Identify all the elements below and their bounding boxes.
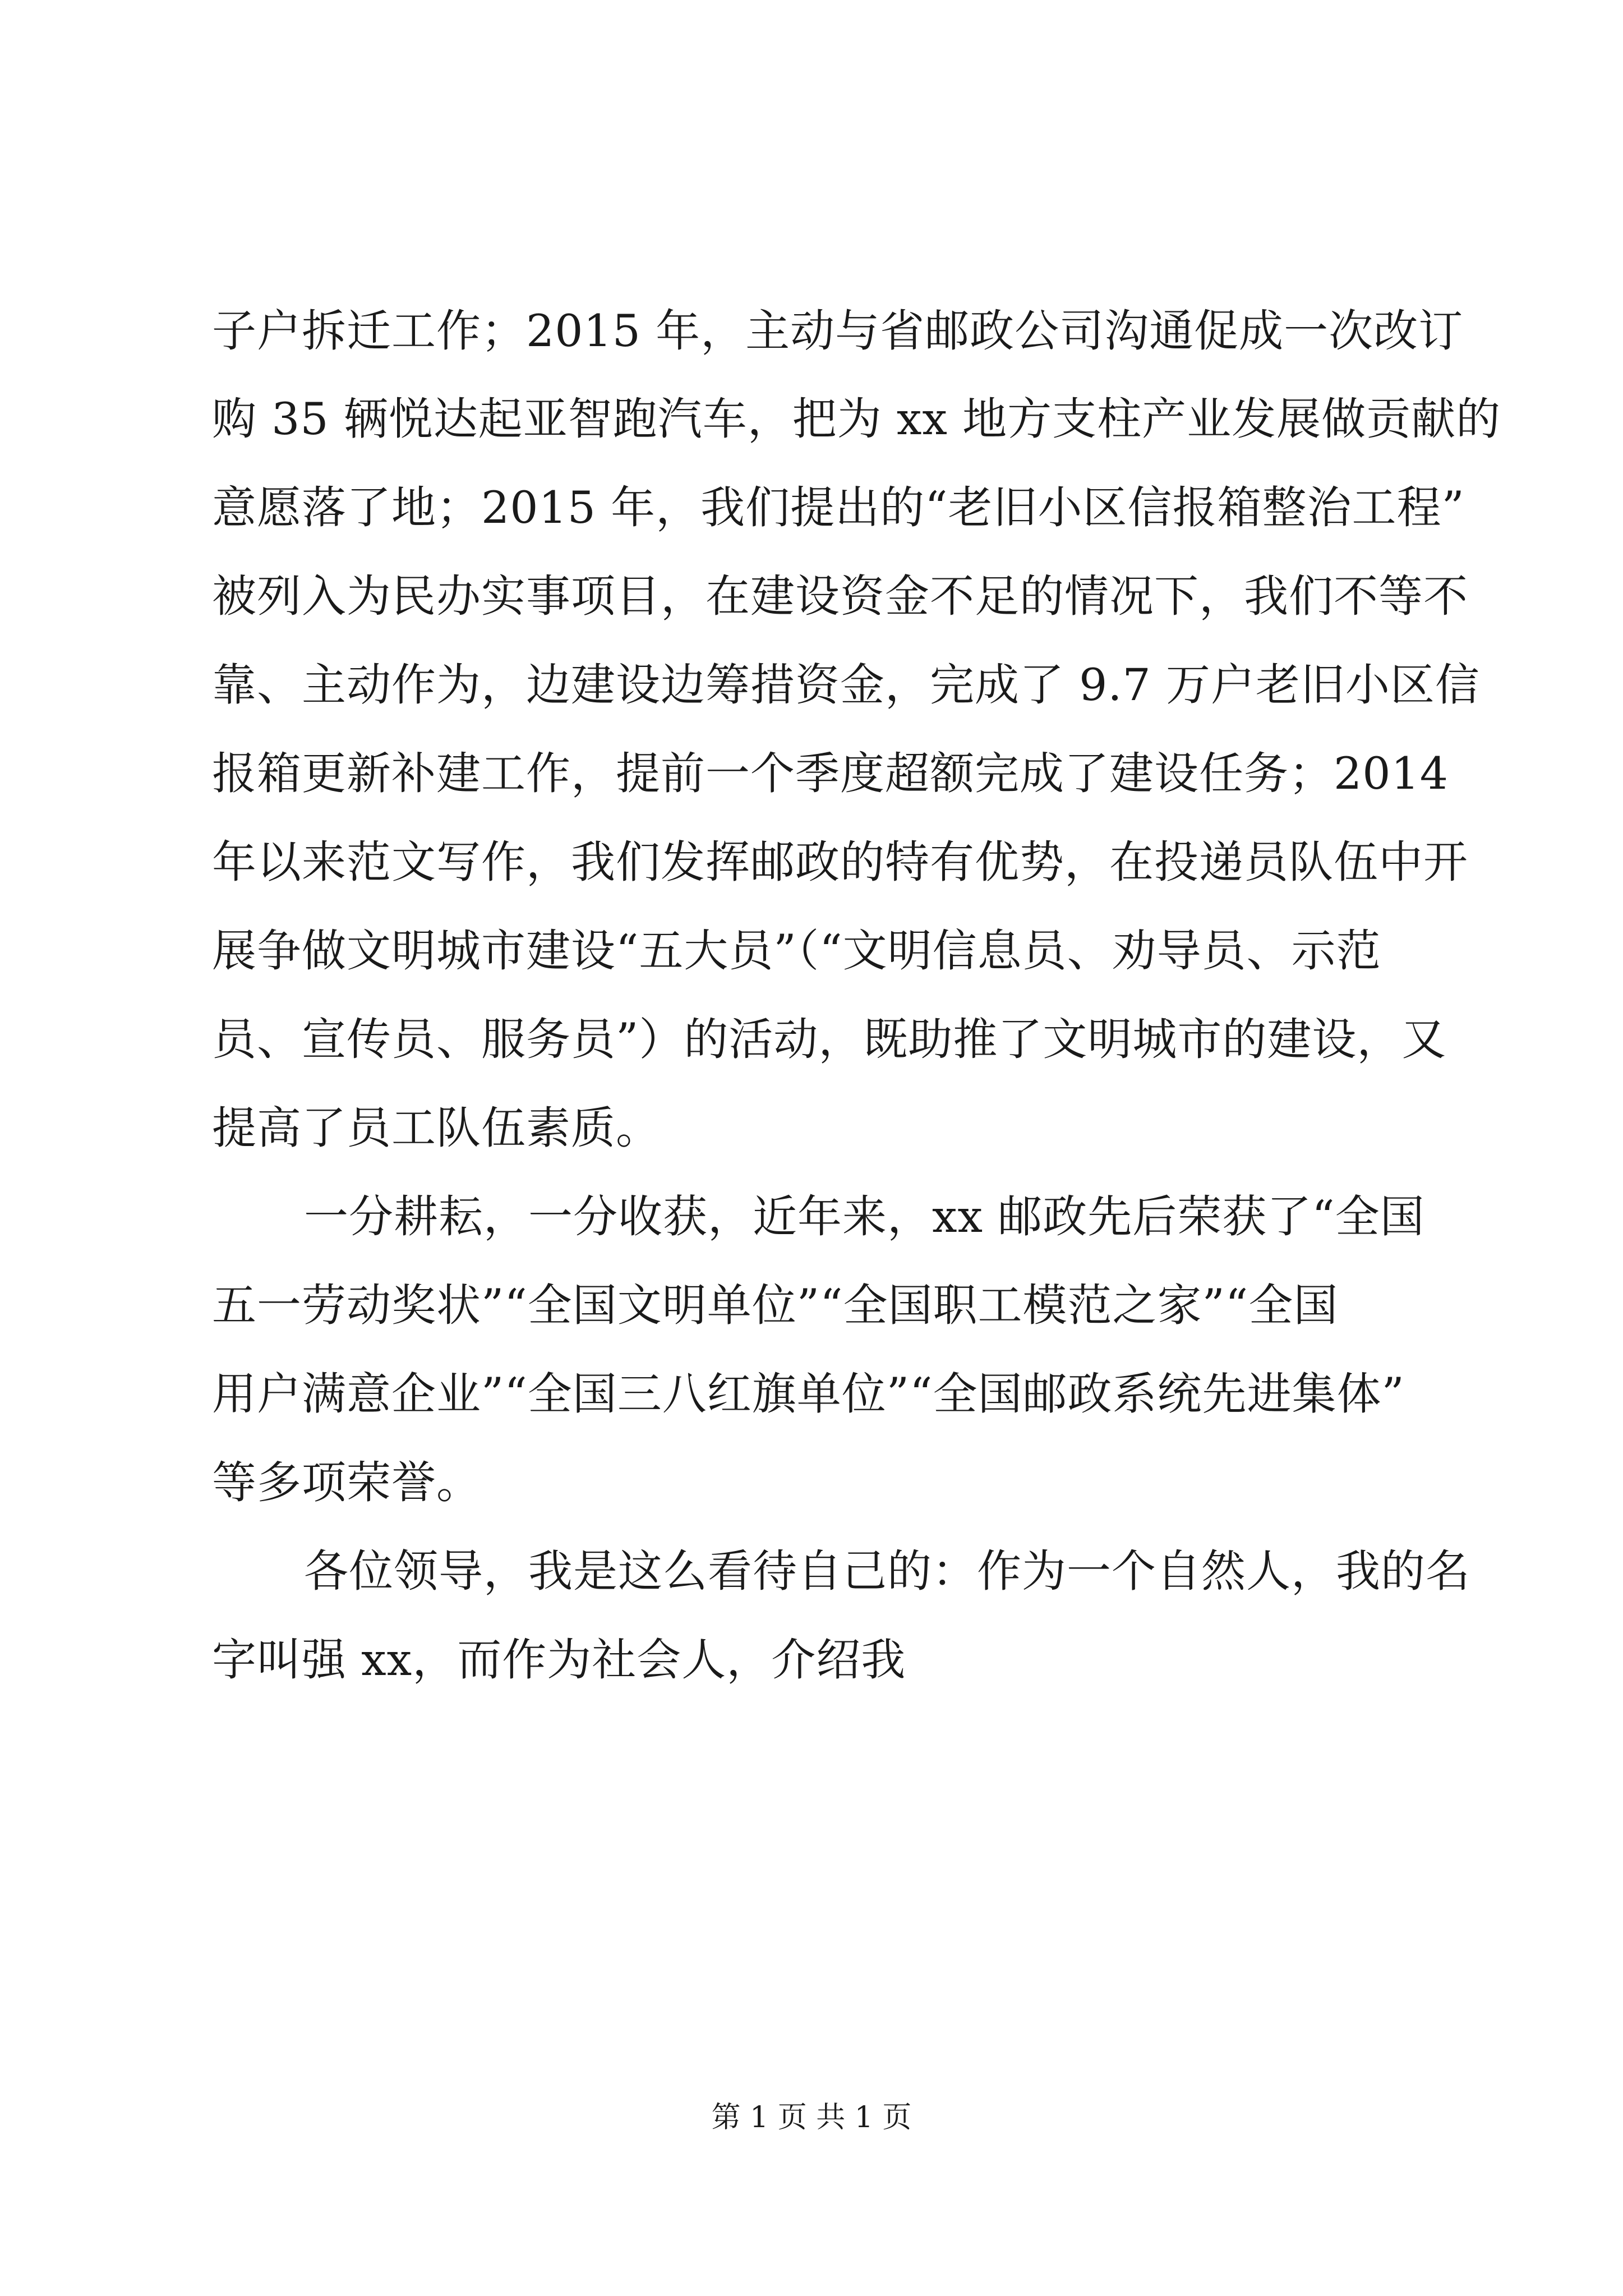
paragraph-line: 提高了员工队伍素质。	[212, 1102, 661, 1154]
paragraph-line: 字叫强 xx，而作为社会人，介绍我	[212, 1634, 906, 1686]
page-number-footer: 第 1 页 共 1 页	[711, 2101, 912, 2134]
paragraph-line: 用户满意企业”“全国三八红旗单位”“全国邮政系统先进集体”	[212, 1368, 1405, 1420]
paragraph-line: 意愿落了地；2015 年，我们提出的“老旧小区信报箱整治工程”	[212, 482, 1465, 533]
paragraph-line: 购 35 辆悦达起亚智跑汽车，把为 xx 地方支柱产业发展做贡献的	[212, 393, 1501, 445]
paragraph-line: 被列入为民办实事项目，在建设资金不足的情况下，我们不等不	[212, 570, 1468, 622]
paragraph-line: 展争做文明城市建设“五大员”（“文明信息员、劝导员、示范	[212, 925, 1381, 977]
paragraph-line: 靠、主动作为，边建设边筹措资金，完成了 9.7 万户老旧小区信	[212, 659, 1480, 711]
paragraph-line: 等多项荣誉。	[212, 1457, 481, 1508]
paragraph-line: 年以来范文写作，我们发挥邮政的特有优势，在投递员队伍中开	[212, 836, 1468, 888]
paragraph-line: 子户拆迁工作；2015 年，主动与省邮政公司沟通促成一次改订	[212, 305, 1464, 357]
paragraph-line: 报箱更新补建工作，提前一个季度超额完成了建设任务；2014	[212, 748, 1449, 799]
paragraph-line: 一分耕耘，一分收获，近年来，xx 邮政先后荣获了“全国	[304, 1191, 1425, 1243]
paragraph-line: 五一劳动奖状”“全国文明单位”“全国职工模范之家”“全国	[212, 1280, 1339, 1331]
paragraph-line: 员、宣传员、服务员”）的活动，既助推了文明城市的建设，又	[212, 1014, 1447, 1065]
paragraph-line: 各位领导，我是这么看待自己的：作为一个自然人，我的名	[304, 1545, 1470, 1597]
